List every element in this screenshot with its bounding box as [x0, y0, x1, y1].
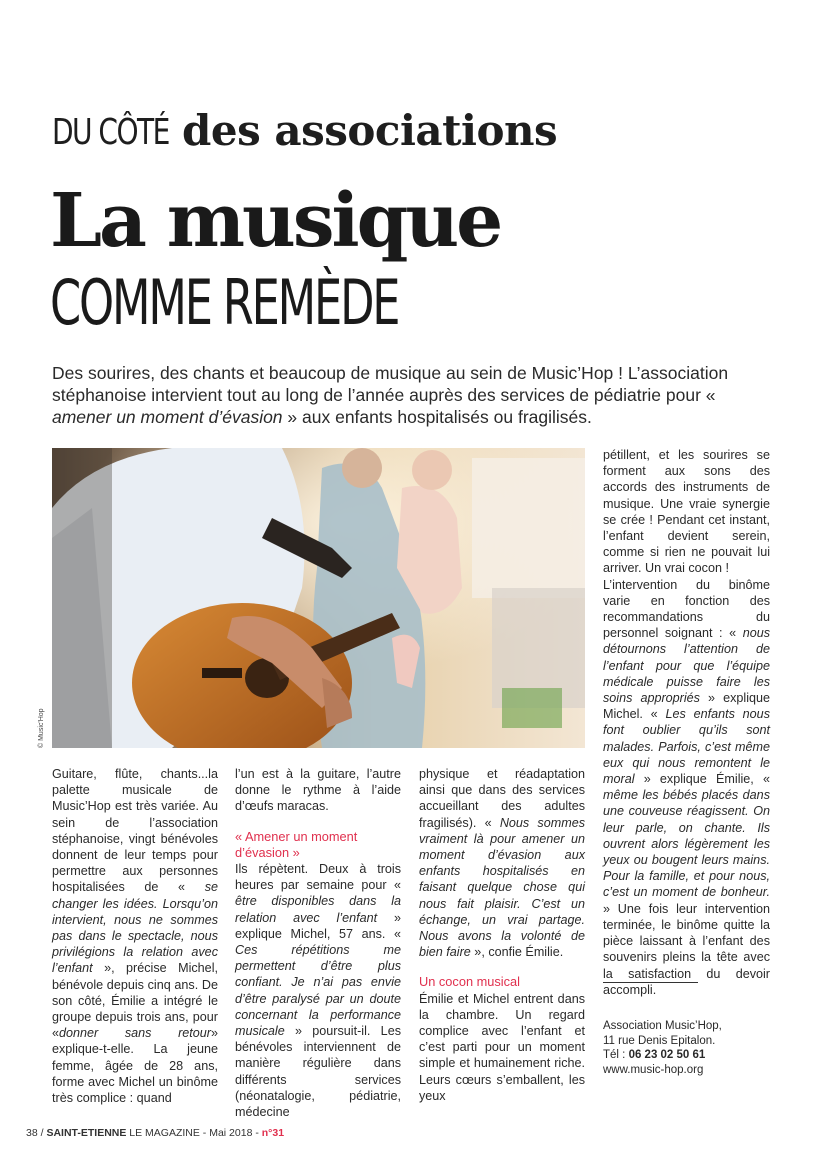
- article-lead: [52, 362, 752, 428]
- paragraph: [419, 766, 585, 960]
- article-photo: [52, 448, 585, 748]
- article-column-1: [52, 766, 218, 1106]
- phone-label: Tél :: [603, 1049, 629, 1061]
- issue-number: n°31: [261, 1127, 285, 1139]
- quote-run: Nous sommes vraiment là pour amener un moment d’évasion aux enfants hospitalisés en faisant quelque chose qui nous fait plaisir. C’est un échange, un vrai partage. Nous avons la volonté de bien faire: [419, 815, 586, 960]
- contact-address: 11 rue Denis Epitalon.: [603, 1034, 716, 1047]
- article-title: La musique: [50, 178, 501, 264]
- quote-run: Ces répétitions me permettent d’être plus confiant. Je n’ai pas envie d’être paralysé par un doute concernant la performance musicale: [235, 943, 401, 1039]
- musician-photo-illustration: [52, 448, 585, 748]
- quote-run: Les enfants nous font oublier qu’ils sont malades. Parfois, c’est même eux qui nous remontent le moral: [603, 707, 770, 787]
- contact-phone: [603, 1048, 773, 1063]
- paragraph: Émilie et Michel entrent dans la chambre. Un regard complice avec l’enfant et c’est parti pour un moment simple et humainement riche. Leurs cœurs s’emballent, les yeux: [419, 991, 585, 1103]
- text-run: » explique Émilie, «: [634, 772, 770, 787]
- quote-run: même les bébés placés dans une couveuse réagissent. On leur parle, on chante. Ils ouvrent alors légèrement les yeux ou bougent leurs mains. Pour la famille, et pour nous, c’est un moment de bonheur.: [603, 788, 770, 900]
- phone-number[interactable]: 06 23 02 50 61: [628, 1049, 706, 1061]
- quote-run: donner sans retour: [59, 1026, 211, 1041]
- quote-run: se changer les idées. Lorsqu’on intervient, nous ne sommes pas dans le spectacle, nous privilégions la relation avec l’enfant: [52, 880, 218, 976]
- article-column-4: [603, 447, 770, 998]
- paragraph: [52, 766, 218, 1106]
- divider: [603, 982, 698, 983]
- lead-quote: amener un moment d’évasion: [52, 407, 283, 427]
- page-footer: [26, 1127, 284, 1139]
- text-run: », précise Michel, bénévole depuis cinq ans. De son côté, Émilie a intégré le groupe depuis trois ans, pour «: [52, 961, 218, 1041]
- contact-website[interactable]: www.music-hop.org: [603, 1063, 704, 1076]
- subheading: « Amener un moment d’évasion »: [235, 828, 358, 860]
- article-column-2: [235, 766, 401, 1120]
- lead-text-1: Des sourires, des chants et beaucoup de musique au sein de Music’Hop ! L’association stéphanoise intervient tout au long de l’année auprès des services de pédiatrie pour «: [52, 363, 729, 405]
- text-run: Ils répètent. Deux à trois heures par semaine pour «: [235, 862, 401, 893]
- article-subtitle: COMME REMÈDE: [50, 266, 399, 339]
- paragraph: [603, 577, 770, 998]
- text-run: » explique-t-elle. La jeune femme, âgée de 28 ans, forme avec Michel un binôme très complice : quand: [52, 1026, 218, 1106]
- paragraph: l’un est à la guitare, l’autre donne le rythme à l’aide d’œufs maracas.: [235, 767, 401, 814]
- section-rubric: [52, 106, 558, 155]
- quote-run: être disponibles dans la relation avec l’enfant: [235, 894, 401, 925]
- paragraph: pétillent, et les sourires se forment aux sons des accords des instruments de musique. Une vraie synergie se crée ! Pendant cet instant, l’enfant devient serein, comme si rien ne pouvait lui arriver. Un vrai cocon !: [603, 448, 770, 576]
- contact-box: [603, 1019, 773, 1077]
- photo-credit: © Music'Hop: [38, 708, 45, 748]
- text-run: L’intervention du binôme varie en fonction des recommandations du personnel soignant : «: [603, 577, 770, 641]
- text-run: » explique Michel, 57 ans. «: [235, 910, 401, 941]
- page-number: 38 /: [26, 1127, 47, 1139]
- subheading: Un cocon musical: [419, 974, 520, 990]
- article-column-3: [419, 766, 585, 1104]
- rubric-light: DU CÔTÉ: [52, 112, 169, 153]
- text-run: » Une fois leur intervention terminée, le binôme quitte la pièce laissant à l’enfant des souvenirs pleins la tête avec la satisfaction du devoir accompli.: [603, 901, 770, 997]
- text-run: Guitare, flûte, chants...la palette musicale de Music’Hop est très variée. Au sein de l’association stéphanoise, vingt bénévoles donnent de leur temps pour permettre aux personnes hospitalisées de «: [52, 767, 218, 895]
- text-run: » explique Michel. «: [603, 691, 770, 722]
- magazine-name: SAINT-ETIENNE: [46, 1127, 127, 1139]
- quote-run: nous détournons l’attention de l’enfant pour que l’équipe médicale puisse faire les soins appropriés: [603, 626, 770, 706]
- text-run: » poursuit-il. Les bénévoles interviennent de manière régulière dans différents services (néonatalogie, pédiatrie, médecine: [235, 1024, 401, 1120]
- lead-text-2: » aux enfants hospitalisés ou fragilisés.: [282, 407, 592, 427]
- contact-name: Association Music’Hop,: [603, 1020, 722, 1032]
- paragraph: [235, 861, 401, 1120]
- text-run: physique et réadaptation ainsi que dans des services accueillant des adultes fragilisés). «: [419, 767, 585, 830]
- rubric-bold: des associations: [182, 106, 558, 155]
- magazine-date: LE MAGAZINE - Mai 2018 -: [126, 1127, 262, 1139]
- text-run: », confie Émilie.: [470, 945, 564, 960]
